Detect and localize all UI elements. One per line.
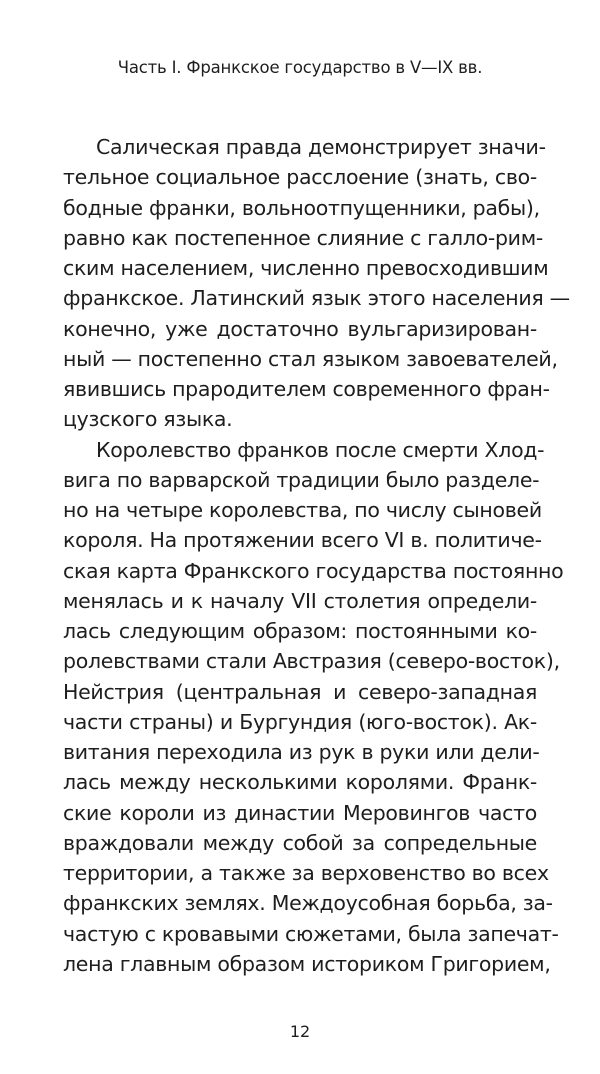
text-line: цузского языка.: [63, 407, 233, 432]
paragraph: [63, 132, 570, 435]
text-line: франкское. Латинский язык этого населения —: [63, 286, 570, 311]
text-line: враждовали между собой за сопредельные: [63, 830, 537, 855]
text-line: ный — постепенно стал языком завоевателей,: [63, 346, 558, 371]
running-header: Часть I. Франкское государство в V—IX вв.: [117, 58, 483, 77]
text-line: территории, а также за верховенство во всех: [63, 861, 549, 885]
text-line: ским населением, численно превосходившим: [63, 256, 549, 280]
text-line: вига по варварской традиции было разделе-: [63, 467, 540, 492]
text-line: короля. На протяжении всего VI в. политиче-: [63, 528, 542, 553]
text-line: франкских землях. Междоусобная борьба, за-: [63, 891, 553, 916]
text-line: частую с кровавыми сюжетами, была запечат-: [63, 921, 559, 946]
text-line: Королевство франков после смерти Хлод-: [96, 437, 545, 462]
text-line: тельное социальное расслоение (знать, сво-: [63, 165, 537, 190]
text-line: бодные франки, вольноотпущенники, рабы),: [63, 195, 540, 220]
text-line: Салическая правда демонстрирует значи-: [96, 135, 546, 159]
text-line: равно как постепенное слияние с галло-рим-: [63, 225, 543, 250]
text-line: Нейстрия (центральная и северо-западная: [63, 679, 537, 704]
text-line: части страны) и Бургундия (юго-восток). Ак-: [63, 709, 537, 734]
page-number: 12: [289, 1022, 311, 1041]
text-line: менялась и к началу VII столетия определи-: [63, 588, 537, 613]
text-line: ролевствами стали Австразия (северо-восток),: [63, 649, 560, 674]
text-line: ская карта Франкского государства постоянно: [63, 558, 564, 583]
text-line: лась между несколькими королями. Франк-: [63, 770, 537, 795]
text-line: явившись прародителем современного фран-: [63, 377, 550, 401]
text-line: витания переходила из рук в руки или дели-: [63, 740, 540, 764]
paragraph: [63, 435, 564, 980]
text-line: лена главным образом историком Григорием,: [63, 951, 551, 976]
body-text: [63, 132, 570, 979]
text-line: лась следующим образом: постоянными ко-: [63, 619, 537, 643]
text-line: конечно, уже достаточно вульгаризирован-: [63, 316, 537, 341]
text-line: ские короли из династии Меровингов часто: [63, 800, 537, 825]
text-line: но на четыре королевства, по числу сыновей: [63, 498, 542, 522]
